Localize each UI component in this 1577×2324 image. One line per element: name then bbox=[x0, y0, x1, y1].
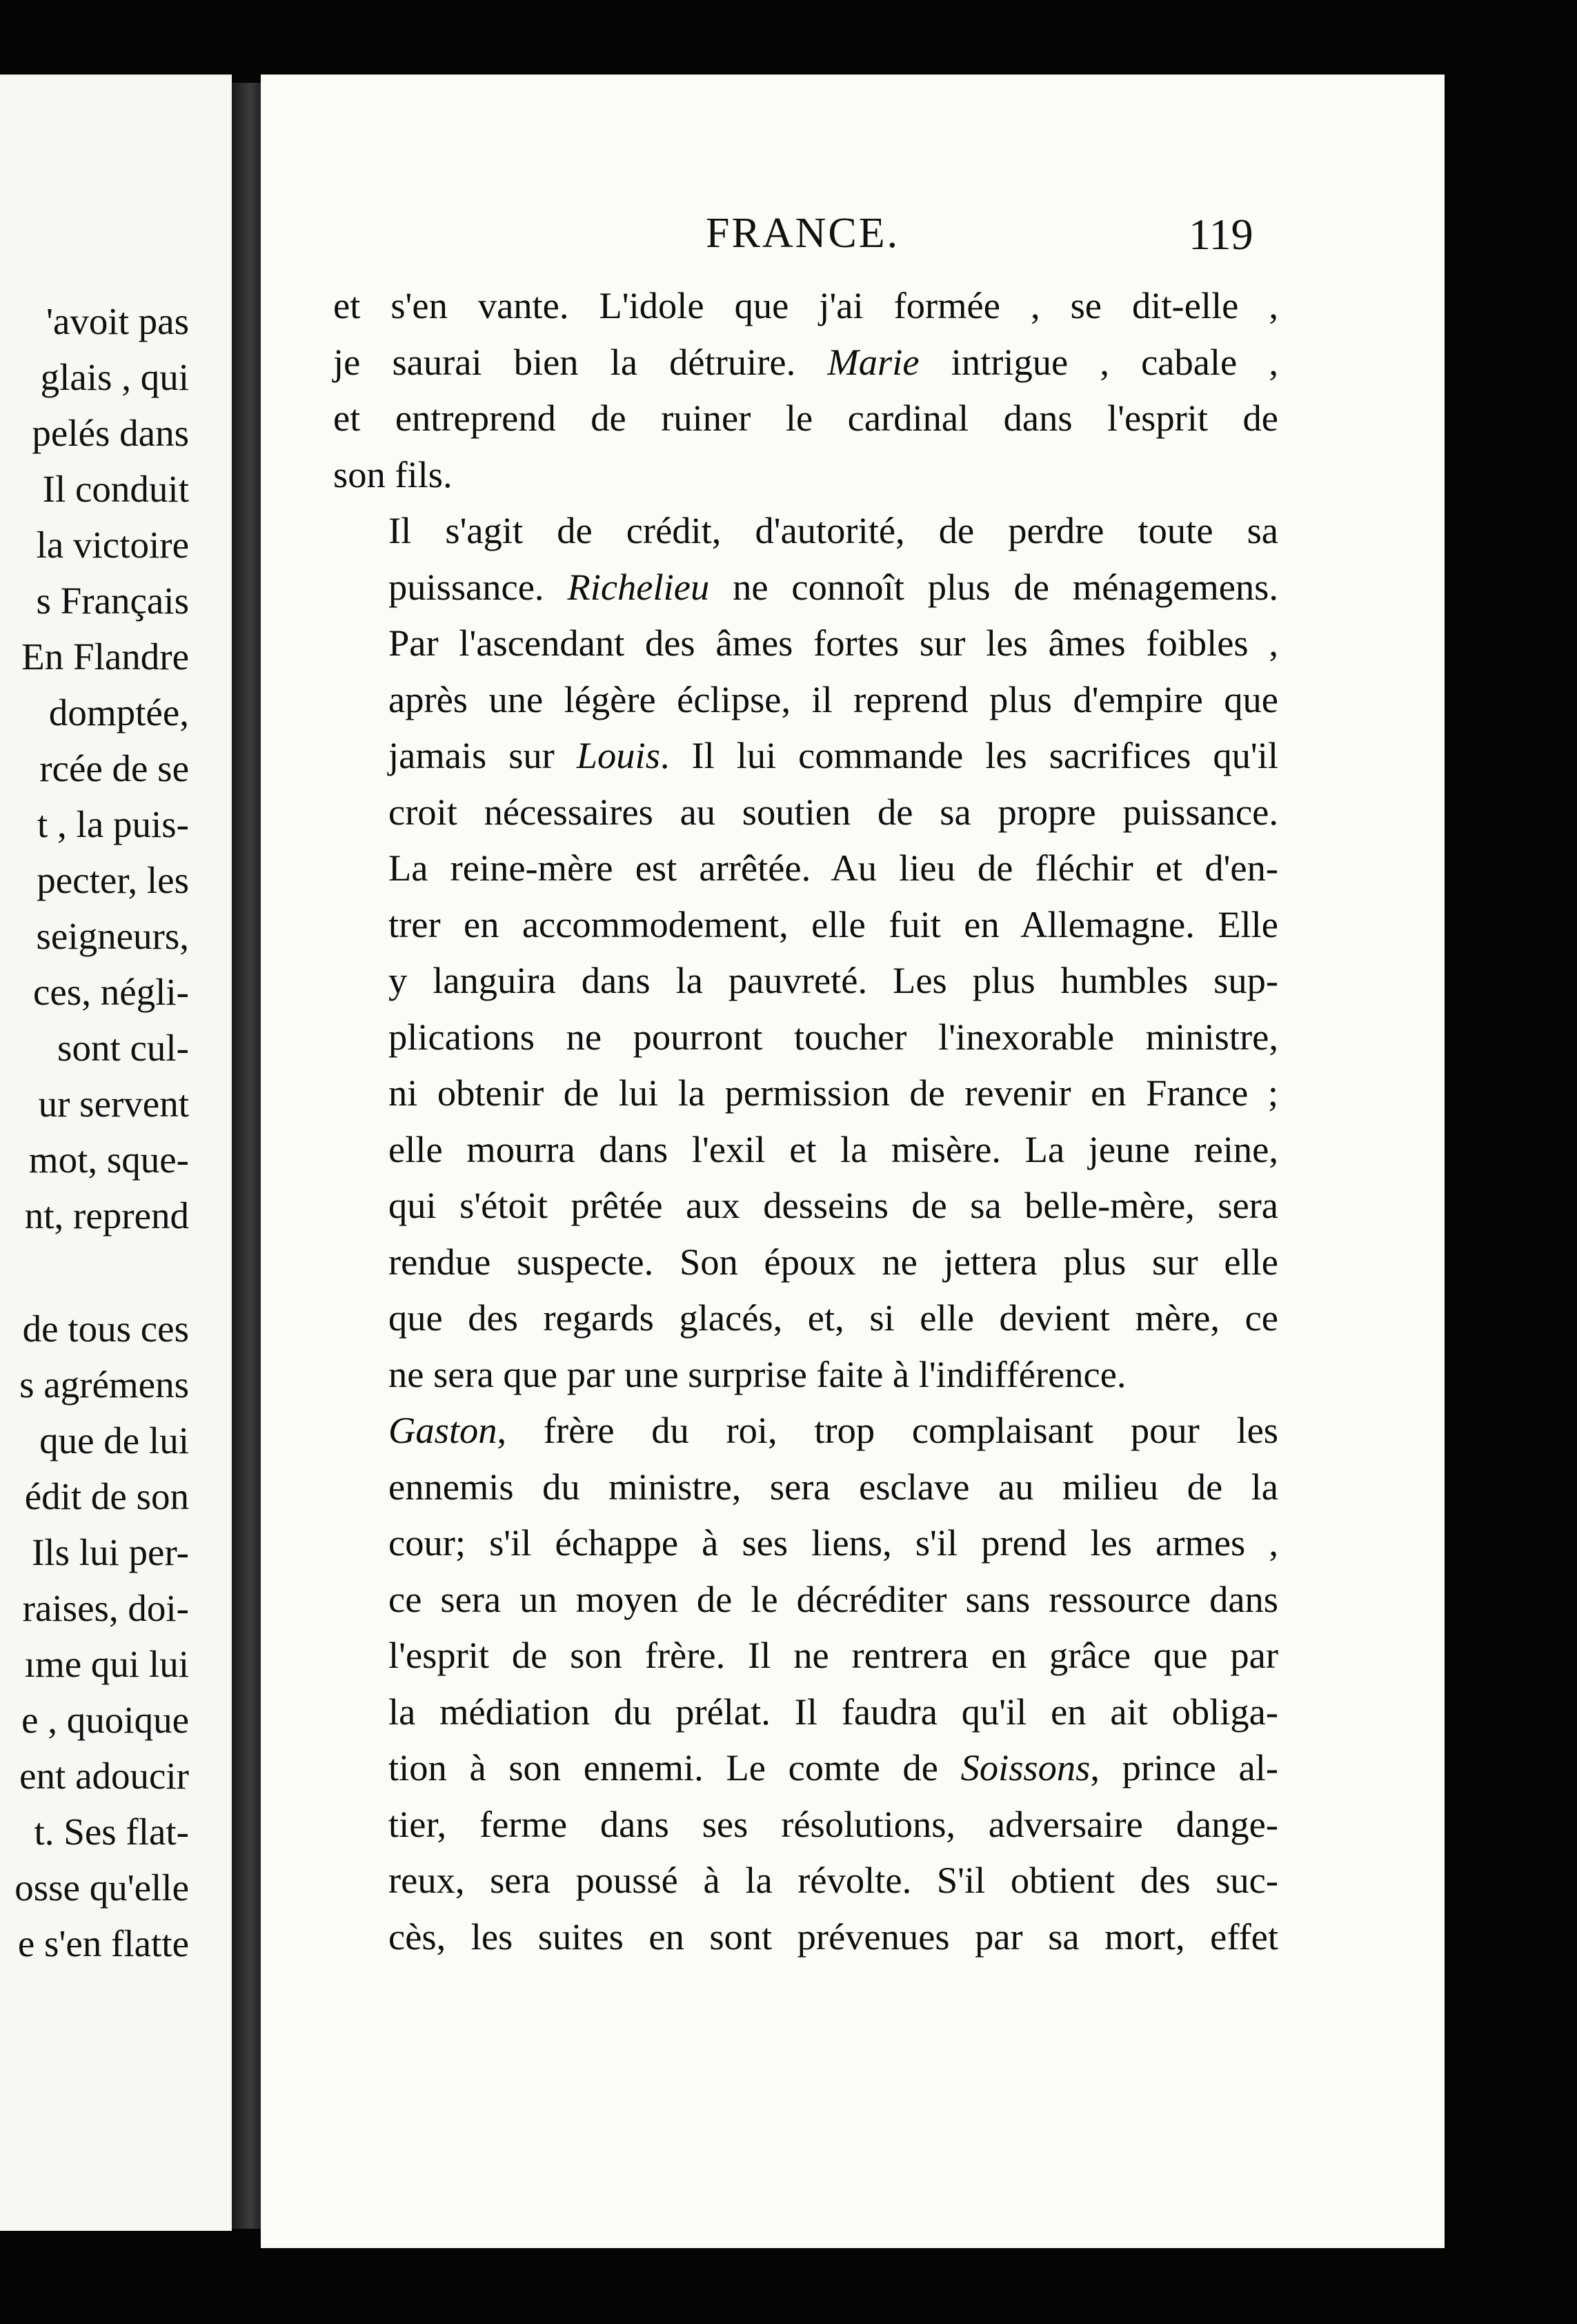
text-line: cour; s'il échappe à ses liens, s'il prend les armes , bbox=[388, 1522, 1278, 1564]
proper-name: Richelieu bbox=[567, 565, 710, 608]
text-line: que des regards glacés, et, si elle devient mère, ce bbox=[388, 1297, 1278, 1339]
left-page-line: s Français bbox=[36, 580, 189, 622]
text-line: son fils. bbox=[333, 453, 453, 495]
left-page-line: de tous ces bbox=[22, 1308, 189, 1350]
text-line: trer en accommodement, elle fuit en Allemagne. Elle bbox=[388, 903, 1278, 945]
left-page-line: t , la puis- bbox=[37, 803, 189, 845]
left-page-line: domptée, bbox=[48, 691, 189, 733]
text-line: y languira dans la pauvreté. Les plus humbles sup- bbox=[388, 959, 1278, 1001]
text-line: Il s'agit de crédit, d'autorité, de perdre toute sa bbox=[388, 509, 1278, 551]
proper-name: Gaston bbox=[388, 1409, 497, 1451]
left-page-line: rcée de se bbox=[39, 747, 189, 789]
text-line: et entreprend de ruiner le cardinal dans l'esprit de bbox=[333, 397, 1278, 439]
paragraph bbox=[333, 1402, 1278, 1964]
left-page-line: t. Ses flat- bbox=[34, 1811, 189, 1853]
left-page-line: e s'en flatte bbox=[17, 1922, 189, 1964]
text-line: l'esprit de son frère. Il ne rentrera en grâce que par bbox=[388, 1634, 1278, 1676]
text-line: tion à son ennemi. Le comte de Soissons, prince al- bbox=[388, 1746, 1278, 1789]
text-line: puissance. Richelieu ne connoît plus de ménagemens. bbox=[388, 565, 1278, 608]
running-head: FRANCE. bbox=[706, 210, 900, 257]
left-page bbox=[0, 75, 232, 2231]
left-page-line: e , quoique bbox=[21, 1699, 189, 1741]
left-page-line: osse qu'elle bbox=[14, 1867, 189, 1909]
text-line: croit nécessaires au soutien de sa propre puissance. bbox=[388, 790, 1278, 833]
text-line: plications ne pourront toucher l'inexorable ministre, bbox=[388, 1015, 1278, 1058]
proper-name: Louis bbox=[576, 734, 660, 776]
left-page-line: ces, négli- bbox=[32, 971, 189, 1013]
text-line: elle mourra dans l'exil et la misère. La jeune reine, bbox=[388, 1127, 1278, 1170]
text-line: Par l'ascendant des âmes fortes sur les âmes foibles , bbox=[388, 622, 1278, 664]
proper-name: Marie bbox=[827, 340, 920, 383]
text-line: et s'en vante. L'idole que j'ai formée , se dit-elle , bbox=[333, 284, 1278, 326]
text-line: qui s'étoit prêtée aux desseins de sa belle-mère, sera bbox=[388, 1184, 1278, 1226]
left-page-line: s agrémens bbox=[19, 1363, 189, 1406]
left-page-line: sont cul- bbox=[57, 1027, 189, 1069]
text-line: ni obtenir de lui la permission de revenir en France ; bbox=[388, 1072, 1278, 1114]
text-line: rendue suspecte. Son époux ne jettera plus sur elle bbox=[388, 1240, 1278, 1283]
left-page-line: nt, reprend bbox=[24, 1194, 189, 1237]
left-page-line: ur servent bbox=[38, 1083, 189, 1125]
text-line: La reine-mère est arrêtée. Au lieu de fléchir et d'en- bbox=[388, 847, 1278, 889]
text-line: ne sera que par une surprise faite à l'indifférence. bbox=[388, 1352, 1127, 1395]
left-page-line: Il conduit bbox=[42, 468, 189, 510]
text-line: après une légère éclipse, il reprend plus d'empire que bbox=[388, 678, 1278, 720]
text-line: je saurai bien la détruire. Marie intrigue , cabale , bbox=[333, 340, 1278, 383]
left-page-line: la victoire bbox=[36, 524, 189, 566]
left-page-line: pecter, les bbox=[37, 859, 189, 901]
text-line: tier, ferme dans ses résolutions, adversaire dange- bbox=[388, 1802, 1278, 1845]
paragraph bbox=[333, 502, 1278, 1402]
left-page-line: édit de son bbox=[24, 1475, 189, 1517]
text-line: reux, sera poussé à la révolte. S'il obtient des suc- bbox=[388, 1859, 1278, 1901]
left-page-line: mot, sque- bbox=[28, 1139, 189, 1181]
text-line: la médiation du prélat. Il faudra qu'il en ait obliga- bbox=[388, 1690, 1278, 1733]
page-header bbox=[261, 209, 1296, 264]
text-line: Gaston, frère du roi, trop complaisant pour les bbox=[388, 1409, 1278, 1451]
left-page-line: 'avoit pas bbox=[46, 300, 189, 342]
left-page-line: seigneurs, bbox=[36, 915, 189, 957]
left-page-line: ıme qui lui bbox=[24, 1643, 189, 1685]
body-text bbox=[333, 277, 1278, 1964]
page-number: 119 bbox=[1189, 210, 1253, 259]
left-page-line: En Flandre bbox=[21, 636, 189, 678]
left-page-line: raises, doi- bbox=[22, 1587, 189, 1629]
left-page-line: glais , qui bbox=[40, 356, 189, 398]
proper-name: Soissons bbox=[960, 1746, 1091, 1789]
right-page bbox=[261, 75, 1445, 2248]
text-line: jamais sur Louis. Il lui commande les sacrifices qu'il bbox=[388, 734, 1278, 776]
left-page-line: pelés dans bbox=[32, 412, 189, 454]
left-page-line: que de lui bbox=[39, 1419, 189, 1461]
left-page-line: Ils lui per- bbox=[31, 1531, 189, 1573]
paragraph bbox=[333, 277, 1278, 502]
text-line: ce sera un moyen de le décréditer sans ressource dans bbox=[388, 1577, 1278, 1620]
text-line: cès, les suites en sont prévenues par sa mort, effet bbox=[388, 1915, 1278, 1958]
text-line: ennemis du ministre, sera esclave au milieu de la bbox=[388, 1465, 1278, 1508]
left-page-line: ent adoucir bbox=[19, 1755, 189, 1797]
